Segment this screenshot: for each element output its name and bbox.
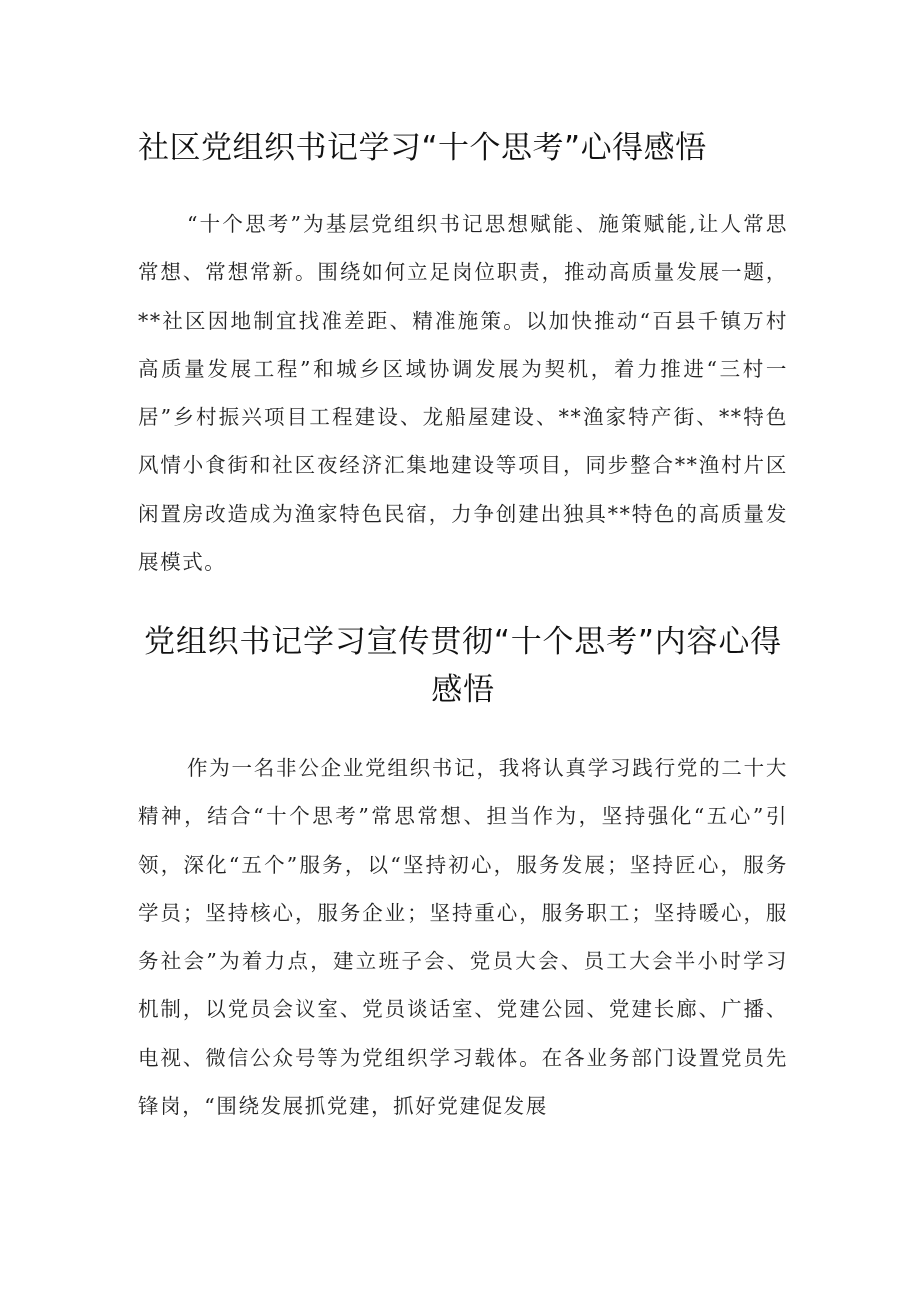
section-1-body: “十个思考”为基层党组织书记思想赋能、施策赋能,让人常思常想、常想常新。围绕如何立足岗位职责，推动高质量发展一题，**社区因地制宜找准差距、精准施策。以加快推动“百县千镇万村高质量发展工程”和城乡区域协调发展为契机，着力推进“三村一居”乡村振兴项目工程建设、龙船屋建设、**渔家特产街、**特色风情小食街和社区夜经济汇集地建设等项目，同步整合**渔村片区闲置房改造成为渔家特色民宿，力争创建出独具**特色的高质量发展模式。	[138, 212, 788, 575]
section-2-body: 作为一名非公企业党组织书记，我将认真学习践行党的二十大精神，结合“十个思考”常思常想、担当作为，坚持强化“五心”引领，深化“五个”服务，以“坚持初心，服务发展；坚持匠心，服务学员；坚持核心，服务企业；坚持重心，服务职工；坚持暖心，服务社会”为着力点，建立班子会、党员大会、员工大会半小时学习机制，以党员会议室、党员谈话室、党建公园、党建长廊、广播、电视、微信公众号等为党组织学习载体。在各业务部门设置党员先锋岗，“围绕发展抓党建，抓好党建促发展	[138, 756, 788, 1119]
section-2-title: 党组织书记学习宣传贯彻“十个思考”内容心得感悟	[144, 624, 782, 708]
section-1-title: 社区党组织书记学习“十个思考”心得感悟	[138, 130, 707, 166]
